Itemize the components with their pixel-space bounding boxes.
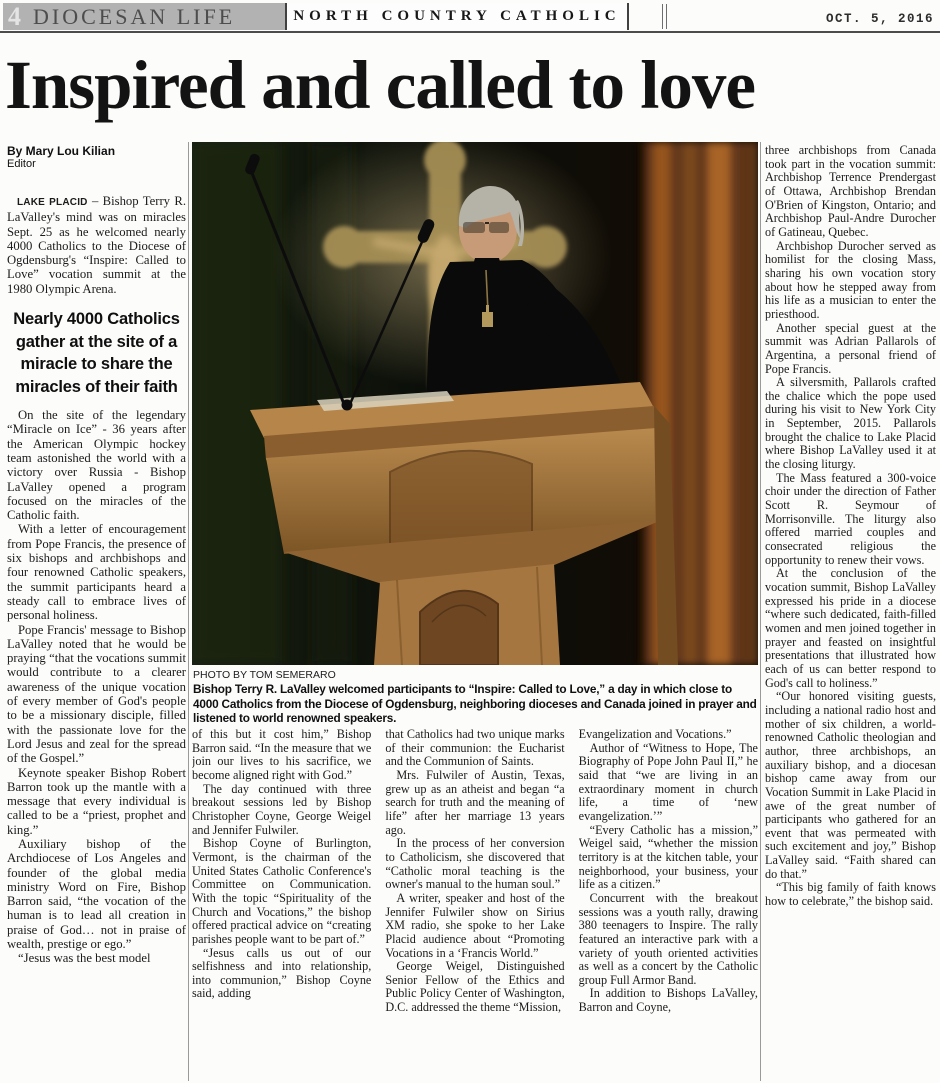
paragraph: Another special guest at the summit was Adrian Pallarols of Argentina, a personal friend of Pope Francis.: [765, 320, 936, 376]
masthead-newspaper-box: [285, 3, 629, 30]
byline: By Mary Lou Kilian: [7, 144, 116, 158]
section-title: DIOCESAN LIFE: [33, 4, 236, 29]
article-photo: [192, 142, 758, 665]
photo-illustration: [192, 142, 758, 665]
paragraph: that Catholics had two unique marks of their communion: the Eucharist and the Communion of Saints.: [385, 728, 565, 769]
paragraph: three archbishops from Canada took part in the vocation summit: Archbishop Terrence Prendergast of Ottawa, Archbishop Brendan O'Brien of Kingston, Ontario; and Archbishop Paul-Andre Durocher of Gatineau, Quebec.: [765, 144, 936, 239]
paragraph: A writer, speaker and host of the Jennifer Fulwiler show on Sirius XM radio, she spoke to her Lake Placid audience about “Promoting Vocations in a ‘Francis World.”: [385, 890, 565, 960]
paragraph: Archbishop Durocher served as homilist for the closing Mass, sharing his own vocation story about how he stepped away from his life as a musician to enter the priesthood.: [765, 238, 936, 321]
paragraph: Bishop Coyne of Burlington, Vermont, is the chairman of the United States Catholic Conference's Committee on Communication. With the topic “Spirituality of the Church and Vocations,” the bishop offered practical advice on “creating parishes people want to be part of.”: [192, 836, 372, 946]
issue-date: OCT. 5, 2016: [825, 12, 934, 26]
bottom-column-2: [385, 728, 564, 1083]
paragraph: George Weigel, Distinguished Senior Fellow of the Ethics and Public Policy Center of Washington, D.C. addressed the theme “Mission,: [385, 959, 565, 1015]
paragraph: Auxiliary bishop of the Archdiocese of Los Angeles and founder of the global media ministry Word on Fire, Bishop Barron said, “the vocation of the human is to lead all creation in praise of God… not in praise of wealth, prestige or ego.”: [7, 836, 186, 952]
masthead-section-bar: [3, 3, 285, 30]
column-rule-right: [760, 142, 761, 1081]
left-column: [7, 144, 186, 1080]
left-column-body: [7, 408, 186, 966]
pull-quote: Nearly 4000 Catholics gather at the site of a miracle to share the miracles of their faith: [13, 310, 180, 396]
paragraph: In the process of her conversion to Catholicism, she discovered that “Catholic moral teaching is the owner's manual to the human soul.”: [385, 836, 565, 892]
dateline: LAKE PLACID: [17, 197, 88, 208]
paragraph: Keynote speaker Bishop Robert Barron took up the mantle with a message that every individual is called to be a “priest, prophet and king.”: [7, 765, 186, 837]
paragraph: At the conclusion of the vocation summit, Bishop LaValley expressed his pride in a diocese “where such dedicated, faith-filled women and men joined together in prayer and feasted on insightful presentations that illustrated how each of us can better respond to God's call to holiness.”: [765, 566, 936, 690]
photo-credit: PHOTO BY TOM SEMERARO: [193, 669, 336, 681]
photo-wood-panels: [638, 142, 758, 665]
paragraph: Mrs. Fulwiler of Austin, Texas, grew up as an atheist and began “a search for truth and the meaning of life” after her marriage 13 years ago.: [385, 767, 565, 837]
paragraph: Evangelization and Vocations.”: [578, 728, 732, 741]
paragraph: A silversmith, Pallarols crafted the chalice which the pope used during his visit to New York City in September, 2015. Pallarols brought the chalice to Lake Placid where Bishop LaValley used it at the closing liturgy.: [765, 375, 936, 472]
lead-text: – Bishop Terry R. LaValley's mind was on miracles Sept. 25 as he welcomed nearly 4000 Catholics to the Diocese of Ogdensburg's “Inspire: Called to Love” vocation summit at the 1980 Olympic Arena.: [7, 194, 186, 296]
paragraph: “Jesus was the best model: [18, 951, 151, 966]
paragraph: In addition to Bishops LaValley, Barron and Coyne,: [578, 986, 758, 1015]
photo-caption: Bishop Terry R. LaValley welcomed participants to “Inspire: Called to Love,” a day in which close to 4000 Catholics from the Diocese of Ogdensburg, neighboring dioceses and Canada joined in prayer and listened to world renowned speakers.: [193, 682, 757, 725]
paragraph: Author of “Witness to Hope, The Biography of Pope John Paul II,” he said that “we are living in an extraordinary moment in church life, a time of ‘new evangelization.’”: [578, 740, 758, 823]
paragraph: Pope Francis' message to Bishop LaValley noted that he would be praying “that the vocations summit would contribute to a clearer awareness of the unique vocation of every member of God's people to be a missionary disciple, filled with the passionate love for the Lord Jesus and zeal for the spread of the Gospel.”: [7, 622, 186, 766]
masthead-divider-tick: [662, 4, 667, 29]
paragraph: “Every Catholic has a mission,” Weigel said, “whether the mission territory is at the kitchen table, your neighborhood, your business, your life as a citizen.”: [578, 822, 758, 892]
bottom-columns: [192, 728, 758, 1083]
paragraph: The Mass featured a 300-voice choir under the direction of Father Scott R. Seymour of Morrisonville. The liturgy also offered married couples and consecrated religious the opportunity to renew their vows.: [765, 470, 936, 567]
newspaper-name: NORTH COUNTRY CATHOLIC: [293, 8, 621, 24]
page-number: 4: [8, 3, 21, 30]
paragraph: With a letter of encouragement from Pope Francis, the presence of six bishops and archbishops and four renowned Catholic speakers, the summit participants heard a steady call to embrace lives of personal holiness.: [7, 522, 186, 623]
article-headline: Inspired and called to love: [5, 47, 755, 123]
paragraph: “Our honored visiting guests, including a national radio host and mother of six children, a world-renowned Catholic theologian and author, three archbishops, an auxiliary bishop, and a diocesan bishop came away from our Vocation Summit in Lake Placid in awe of the great number of participants who gathered for an event that was permeated with such excitement and joy,” Bishop LaValley said. “Faith shared can do that.”: [765, 689, 936, 881]
paragraph: On the site of the legendary “Miracle on Ice” - 36 years after the American Olympic hockey team astonished the world with a victory over Russia - Bishop LaValley opened a program focused on the miracles of the Catholic faith.: [7, 408, 186, 523]
byline-title: Editor: [7, 158, 36, 170]
paragraph: of this but it cost him,” Bishop Barron said. “In the measure that we join our lives to his sacrifice, we become aligned right with God.”: [192, 728, 372, 782]
paragraph: “This big family of faith knows how to celebrate,” the bishop said.: [765, 880, 936, 909]
paragraph: “Jesus calls us out of our selfishness and into relationship, into communion,” Bishop Coyne said, adding: [192, 945, 372, 1001]
paragraph: Concurrent with the breakout sessions was a youth rally, drawing 380 teenagers to Inspire. The rally featured an interactive park with a variety of youth oriented activities as well as a concert by the Catholic group Full Armor Band.: [578, 890, 758, 987]
lead-paragraph: [7, 194, 186, 296]
bottom-column-3: [579, 728, 758, 1083]
paragraph: The day continued with three breakout sessions led by Bishop Christopher Coyne, George Weigel and Jennifer Fulwiler.: [192, 781, 372, 837]
bottom-column-1: [192, 728, 371, 1083]
masthead-rule: [0, 31, 940, 33]
column-rule-left: [188, 142, 189, 1081]
right-column: [765, 144, 936, 1080]
